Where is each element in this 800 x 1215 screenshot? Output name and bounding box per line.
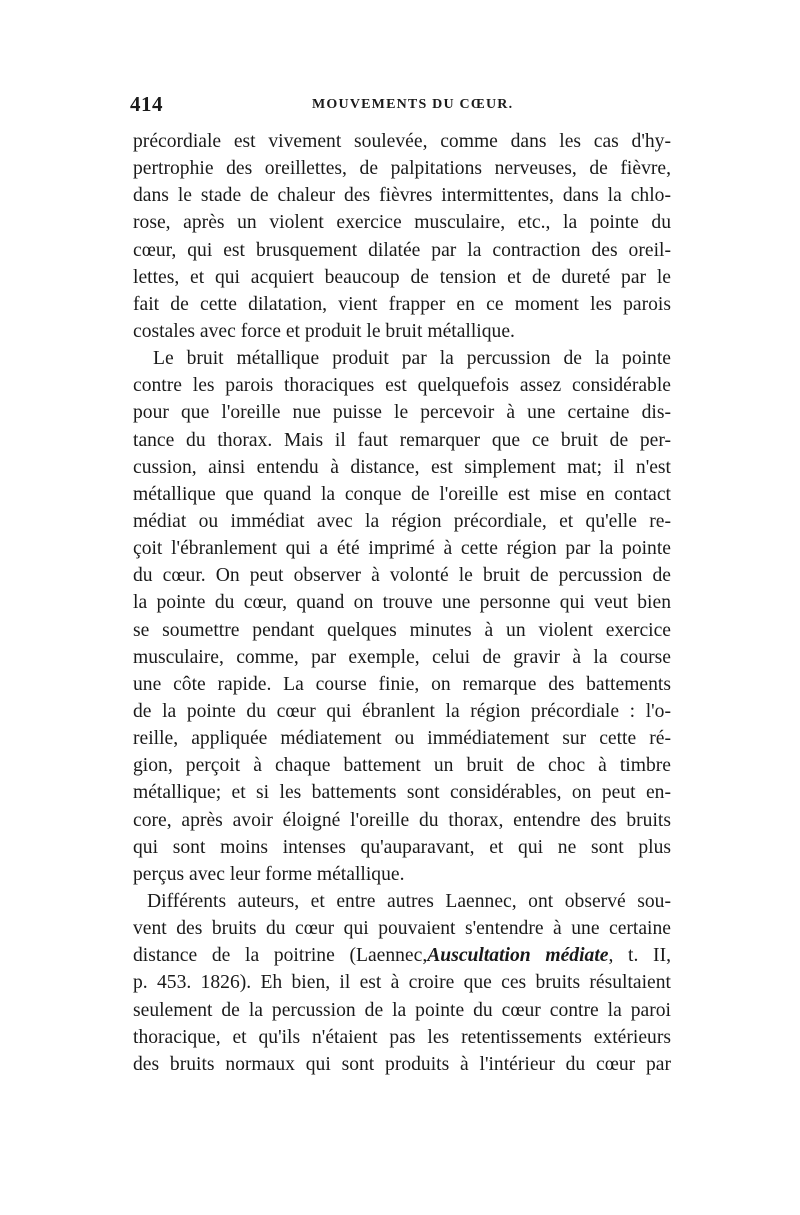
- running-title: MOUVEMENTS DU CŒUR.: [312, 97, 514, 112]
- text-line: précordiale est vivement soulevée, comme dans les cas d'hy-: [133, 131, 671, 152]
- page-number: 414: [130, 92, 163, 116]
- text-line: tance du thorax. Mais il faut remarquer que ce bruit de per-: [133, 429, 671, 451]
- text-line: vent des bruits du cœur qui pouvaient s'entendre à une certaine: [133, 918, 671, 940]
- text-line: fait de cette dilatation, vient frapper en ce moment les parois: [133, 293, 671, 315]
- body-text: [133, 128, 671, 1078]
- text-line: de la pointe du cœur qui ébranlent la région précordiale : l'o-: [133, 700, 671, 722]
- paragraph: [133, 128, 671, 345]
- text-line: lettes, et qui acquiert beaucoup de tension et de dureté par le: [133, 266, 671, 288]
- text-line: core, après avoir éloigné l'oreille du thorax, entendre des bruits: [133, 809, 671, 831]
- text-line-with-citation: [133, 942, 671, 969]
- text-line: pour que l'oreille nue puisse le percevoir à une certaine dis-: [133, 402, 671, 424]
- text-line: p. 453. 1826). Eh bien, il est à croire que ces bruits résultaient: [133, 972, 671, 994]
- citation-title: Auscultation médiate: [427, 945, 609, 967]
- text-line: dans le stade de chaleur des fièvres intermittentes, dans la chlo-: [133, 185, 671, 207]
- text-line: qui sont moins intenses qu'auparavant, et qui ne sont plus: [133, 836, 671, 858]
- page-header: [130, 92, 670, 120]
- text-line: thoracique, et qu'ils n'étaient pas les retentissements extérieurs: [133, 1026, 671, 1048]
- text-fragment: distance de la poitrine (Laennec,: [133, 945, 428, 967]
- text-line: musculaire, comme, par exemple, celui de gravir à la course: [133, 646, 671, 668]
- text-line: médiat ou immédiat avec la région précordiale, et qu'elle re-: [133, 510, 671, 532]
- text-line: contre les parois thoraciques est quelquefois assez considérable: [133, 375, 671, 397]
- text-line: çoit l'ébranlement qui a été imprimé à cette région par la pointe: [133, 538, 671, 560]
- text-line: Le bruit métallique produit par la percussion de la pointe: [153, 348, 671, 370]
- text-line: cussion, ainsi entendu à distance, est simplement mat; il n'est: [133, 456, 671, 478]
- text-line: rose, après un violent exercice musculaire, etc., la pointe du: [133, 212, 671, 234]
- text-line: Différents auteurs, et entre autres Laennec, ont observé sou-: [147, 890, 671, 912]
- text-line: perçus avec leur forme métallique.: [133, 863, 405, 885]
- paragraph: [133, 888, 671, 1078]
- text-line: métallique que quand la conque de l'oreille est mise en contact: [133, 483, 671, 505]
- text-line: pertrophie des oreillettes, de palpitations nerveuses, de fièvre,: [133, 158, 671, 180]
- text-line: métallique; et si les battements sont considérables, on peut en-: [133, 782, 671, 804]
- text-line: la pointe du cœur, quand on trouve une personne qui veut bien: [133, 592, 671, 614]
- paragraph: [133, 345, 671, 888]
- text-line: des bruits normaux qui sont produits à l'intérieur du cœur par: [133, 1053, 671, 1075]
- text-line: une côte rapide. La course finie, on remarque des battements: [133, 673, 671, 695]
- text-line: se soumettre pendant quelques minutes à un violent exercice: [133, 619, 671, 641]
- text-line: du cœur. On peut observer à volonté le bruit de percussion de: [133, 565, 671, 587]
- text-line: gion, perçoit à chaque battement un bruit de choc à timbre: [133, 755, 671, 777]
- text-line: cœur, qui est brusquement dilatée par la contraction des oreil-: [133, 239, 671, 261]
- text-line: costales avec force et produit le bruit métallique.: [133, 320, 515, 342]
- citation-volume: , t. II,: [608, 945, 671, 967]
- text-line: seulement de la percussion de la pointe du cœur contre la paroi: [133, 999, 671, 1021]
- text-line: reille, appliquée médiatement ou immédiatement sur cette ré-: [133, 728, 671, 750]
